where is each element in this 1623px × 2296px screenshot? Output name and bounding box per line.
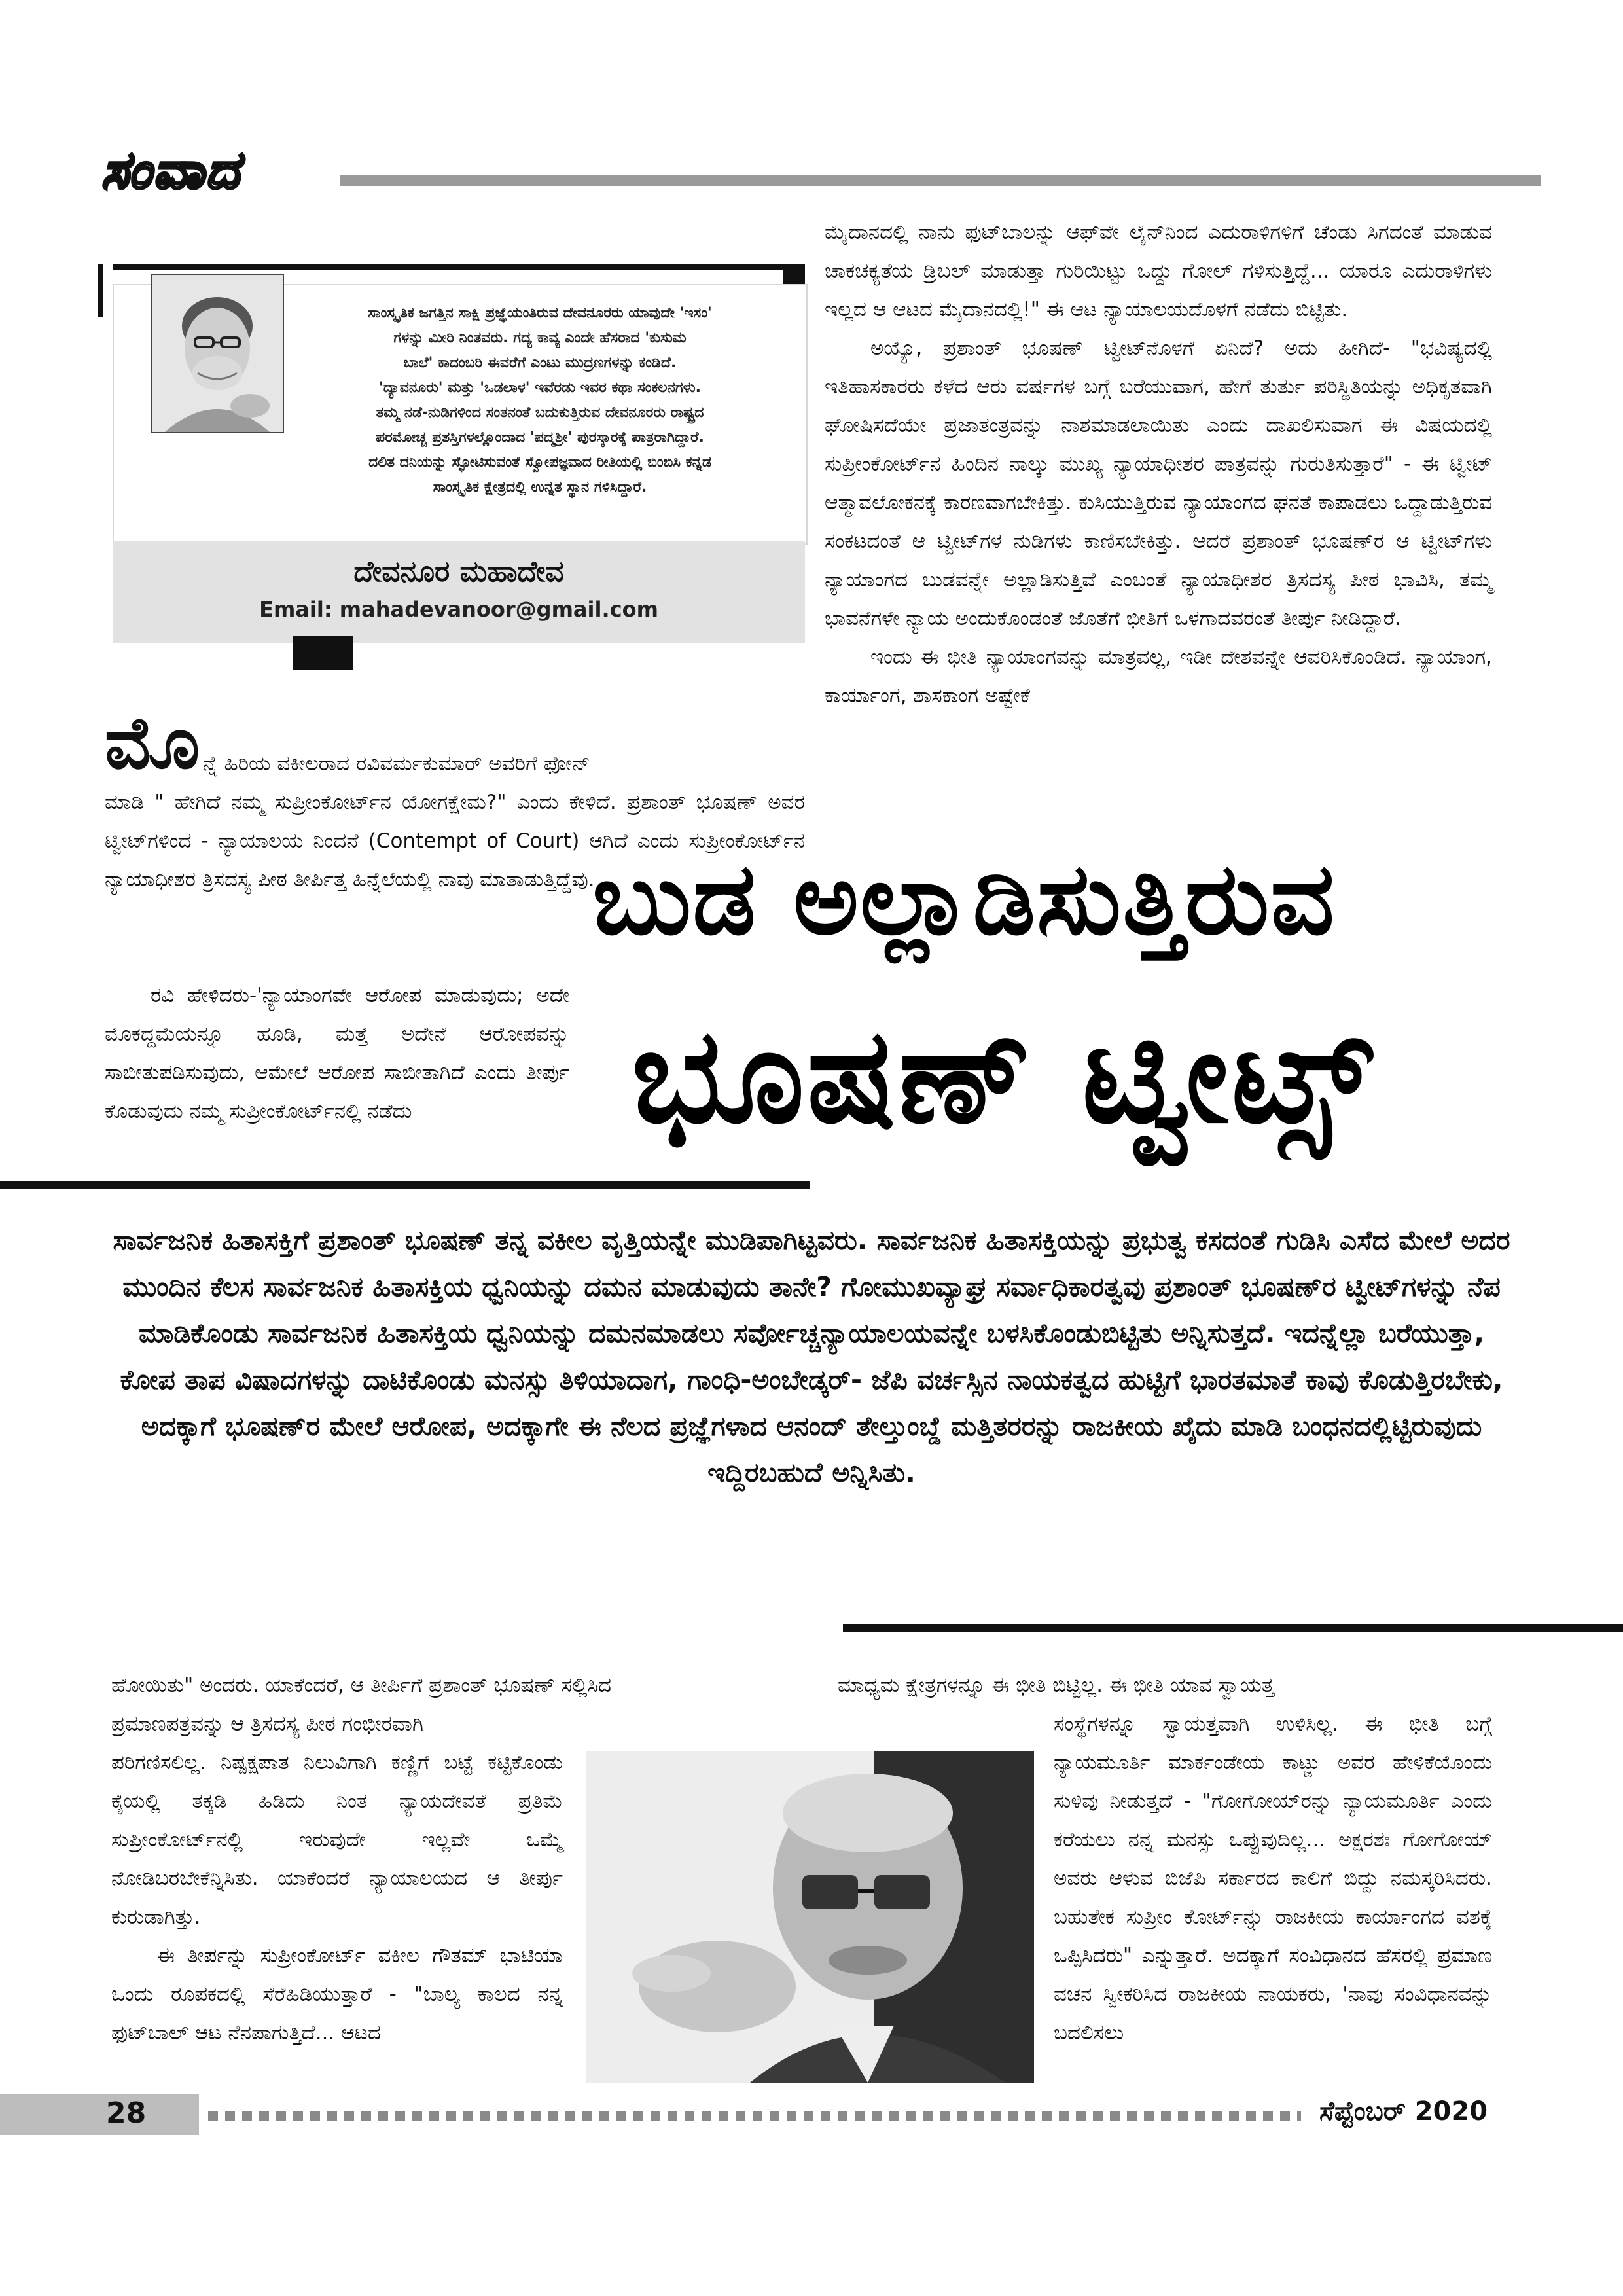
paragraph: ಪರಿಗಣಿಸಲಿಲ್ಲ. ನಿಷ್ಪಕ್ಷಪಾತ ನಿಲುವಿಗಾಗಿ ಕಣ್ಣಿಗೆ ಬಟ್ಟೆ ಕಟ್ಟಿಕೊಂಡು ಕೈಯಲ್ಲಿ ತಕ್ಕಡಿ ಹಿಡಿದು ನಿಂತ ನ್ಯಾಯದೇವತೆ ಪ್ರತಿಮೆ ಸುಪ್ರೀಂಕೋರ್ಟ್‌ನಲ್ಲಿ ಇರುವುದೇ ಇಲ್ಲವೇ ಒಮ್ಮೆ ನೋಡಿಬರಬೇಕೆನ್ನಿಸಿತು. ಯಾಕೆಂದರೆ ನ್ಯಾಯಾಲಯದ ಆ ತೀರ್ಪು ಕುರುಡಾಗಿತ್ತು. (111, 1751, 563, 1929)
paragraph: ಸಂಸ್ಥೆಗಳನ್ನೂ ಸ್ವಾಯತ್ತವಾಗಿ ಉಳಿಸಿಲ್ಲ. ಈ ಭೀತಿ ಬಗ್ಗೆ ನ್ಯಾಯಮೂರ್ತಿ ಮಾರ್ಕಂಡೇಯ ಕಾಟ್ಜು ಅವರ ಹೇಳಿಕೆಯೊಂದು ಸುಳಿವು ನೀಡುತ್ತದೆ - "ಗೋಗೋಯ್‌ರನ್ನು ನ್ಯಾಯಮೂರ್ತಿ ಎಂದು ಕರೆಯಲು ನನ್ನ ಮನಸ್ಸು ಒಪ್ಪುವುದಿಲ್ಲ... ಅಕ್ಷರಶಃ ಗೋಗೋಯ್ ಅವರು ಆಳುವ ಬಿಜೆಪಿ ಸರ್ಕಾರದ ಕಾಲಿಗೆ ಬಿದ್ದು ನಮಸ್ಕರಿಸಿದರು. ಬಹುತೇಕ ಸುಪ್ರೀಂ ಕೋರ್ಟ್‌ನ್ನು ರಾಜಕೀಯ ಕಾರ್ಯಾಂಗದ ವಶಕ್ಕೆ ಒಪ್ಪಿಸಿದರು" ಎನ್ನುತ್ತಾರೆ. ಅದಕ್ಕಾಗೆ ಸಂವಿಧಾನದ ಹೆಸರಲ್ಲಿ ಪ್ರಮಾಣ ವಚನ ಸ್ವೀಕರಿಸಿದ ರಾಜಕೀಯ ನಾಯಕರು, 'ನಾವು ಸಂವಿಧಾನವನ್ನು ಬದಲಿಸಲು (1054, 1712, 1492, 2045)
paragraph: ರವಿ ಹೇಳಿದರು-'ನ್ಯಾಯಾಂಗವೇ ಆರೋಪ ಮಾಡುವುದು; ಅದೇ ಮೊಕದ್ದಮೆಯನ್ನೂ ಹೂಡಿ, ಮತ್ತೆ ಅದೇನೆ ಆರೋಪವನ್ನು ಸಾಬೀತುಪಡಿಸುವುದು, ಆಮೇಲೆ ಆರೋಪ ಸಾಬೀತಾಗಿದೆ ಎಂದು ತೀರ್ಪು ಕೊಡುವುದು ನಮ್ಮ ಸುಪ್ರೀಂಕೋರ್ಟ್‌ನಲ್ಲಿ ನಡೆದು (105, 984, 569, 1123)
bottom-left-top-line: ಹೋಯಿತು" ಅಂದರು. ಯಾಕೆಂದರೆ, ಆ ತೀರ್ಪಿಗೆ ಪ್ರಶಾಂತ್ ಭೂಷಣ್ ಸಲ್ಲಿಸಿದ (111, 1674, 612, 1697)
paragraph: ಈ ತೀರ್ಪನ್ನು ಸುಪ್ರೀಂಕೋರ್ಟ್ ವಕೀಲ ಗೌತಮ್ ಭಾಟಿಯಾ ಒಂದು ರೂಪಕದಲ್ಲಿ ಸೆರೆಹಿಡಿಯುತ್ತಾರೆ - "ಬಾಲ್ಯ ಕಾಲದ ನನ್ನ ಫುಟ್‌ಬಾಲ್ ಆಟ ನೆನಪಾಗುತ್ತಿದೆ... ಆಟದ (111, 1944, 563, 2045)
bottom-left-column (111, 1744, 563, 2053)
section-masthead: ಸಂವಾದ (101, 141, 241, 200)
author-name: ದೇವನೂರ ಮಹಾದೇವ (353, 555, 564, 588)
bio-line: 'ದ್ಯಾವನೂರು' ಮತ್ತು 'ಒಡಲಾಳ' ಇವೆರಡು ಇವರ ಕಥಾ ಸಂಕಲನಗಳು. (378, 380, 702, 396)
masthead-rule (340, 175, 1541, 186)
article-photo (586, 1751, 1034, 2083)
issue-date: ಸೆಪ್ಟೆಂಬರ್ 2020 (1319, 2096, 1488, 2126)
paragraph: ಮೈದಾನದಲ್ಲಿ ನಾನು ಫುಟ್‌ಬಾಲನ್ನು ಆಫ್‌ವೇ ಲೈನ್‌ನಿಂದ ಎದುರಾಳಿಗಳಿಗೆ ಚೆಂಡು ಸಿಗದಂತೆ ಮಾಡುವ ಚಾಕಚಕ್ಯತೆಯ ಡ್ರಿಬಲ್ ಮಾಡುತ್ತಾ ಗುರಿಯಿಟ್ಟು ಒದ್ದು ಗೋಲ್ ಗಳಿಸುತ್ತಿದ್ದೆ... ಯಾರೂ ಎದುರಾಳಿಗಳು ಇಲ್ಲದ ಆ ಆಟದ ಮೈದಾನದಲ್ಲಿ!" ಈ ಆಟ ನ್ಯಾಯಾಲಯದೊಳಗೆ ನಡೆದು ಬಿಟ್ಟಿತು. (825, 221, 1492, 321)
paragraph: ಅಯ್ಯೊ, ಪ್ರಶಾಂತ್ ಭೂಷಣ್ ಟ್ವೀಟ್‌ನೊಳಗೆ ಏನಿದೆ? ಅದು ಹೀಗಿದೆ- "ಭವಿಷ್ಯದಲ್ಲಿ ಇತಿಹಾಸಕಾರರು ಕಳೆದ ಆರು ವರ್ಷಗಳ ಬಗ್ಗೆ ಬರೆಯುವಾಗ, ಹೇಗೆ ತುರ್ತು ಪರಿಸ್ಥಿತಿಯನ್ನು ಅಧಿಕೃತವಾಗಿ ಘೋಷಿಸದೆಯೇ ಪ್ರಜಾತಂತ್ರವನ್ನು ನಾಶಮಾಡಲಾಯಿತು ಎಂದು ದಾಖಲಿಸುವಾಗ ಈ ವಿಷಯದಲ್ಲಿ ಸುಪ್ರೀಂಕೋರ್ಟ್‌ನ ಹಿಂದಿನ ನಾಲ್ಕು ಮುಖ್ಯ ನ್ಯಾಯಾಧೀಶರ ಪಾತ್ರವನ್ನು ಗುರುತಿಸುತ್ತಾರೆ" - ಈ ಟ್ವೀಟ್ ಆತ್ಮಾವಲೋಕನಕ್ಕೆ ಕಾರಣವಾಗಬೇಕಿತ್ತು. ಕುಸಿಯುತ್ತಿರುವ ನ್ಯಾಯಾಂಗದ ಘನತೆ ಕಾಪಾಡಲು ಒದ್ದಾಡುತ್ತಿರುವ ಸಂಕಟದಂತೆ ಆ ಟ್ವೀಟ್‌ಗಳ ನುಡಿಗಳು ಕಾಣಿಸಬೇಕಿತ್ತು. ಆದರೆ ಪ್ರಶಾಂತ್ ಭೂಷಣ್‌ರ ಆ ಟ್ವೀಟ್‌ಗಳು ನ್ಯಾಯಾಂಗದ ಬುಡವನ್ನೇ ಅಲ್ಲಾಡಿಸುತ್ತಿವೆ ಎಂಬಂತೆ ನ್ಯಾಯಾಧೀಶರ ತ್ರಿಸದಸ್ಯ ಪೀಠ ಭಾವಿಸಿ, ತಮ್ಮ ಭಾವನೆಗಳೇ ನ್ಯಾಯ ಅಂದುಕೊಂಡಂತೆ ಜೊತೆಗೆ ಭೀತಿಗೆ ಒಳಗಾದವರಂತೆ ತೀರ್ಪು ನೀಡಿದ್ದಾರೆ. (825, 336, 1492, 630)
author-bio (288, 301, 792, 500)
bottom-right-top-line: ಮಾಧ್ಯಮ ಕ್ಷೇತ್ರಗಳನ್ನೂ ಈ ಭೀತಿ ಬಿಟ್ಟಿಲ್ಲ. ಈ ಭೀತಿ ಯಾವ ಸ್ವಾಯತ್ತ (838, 1674, 1274, 1697)
right-top-column (825, 213, 1492, 715)
bio-line: ಬಾಲೆ' ಕಾದಂಬರಿ ಈವರೆಗೆ ಎಂಟು ಮುದ್ರಣಗಳನ್ನು ಕಂಡಿದೆ. (403, 355, 677, 371)
left-column (105, 977, 569, 1131)
bottom-left-line-2: ಪ್ರಮಾಣಪತ್ರವನ್ನು ಆ ತ್ರಿಸದಸ್ಯ ಪೀಠ ಗಂಭೀರವಾಗಿ (111, 1712, 423, 1736)
headline-line-1: ಬುಡ ಅಲ್ಲಾಡಿಸುತ್ತಿರುವ (592, 841, 1336, 957)
author-box-corner-block (783, 264, 805, 287)
section-rule-right (843, 1624, 1623, 1632)
footer-dotted-rule (208, 2111, 1301, 2121)
bio-line: ತಮ್ಮ ನಡೆ-ನುಡಿಗಳಿಂದ ಸಂತನಂತೆ ಬದುಕುತ್ತಿರುವ ದೇವನೂರರು ರಾಷ್ಟ್ರದ (376, 404, 704, 421)
bio-line: ಸಾಂಸ್ಕೃತಿಕ ಕ್ಷೇತ್ರದಲ್ಲಿ ಉನ್ನತ ಸ್ಥಾನ ಗಳಿಸಿದ್ದಾರೆ. (433, 479, 647, 495)
headline-line-2: ಭೂಷಣ್ ಟ್ವೀಟ್ಸ್ (632, 1000, 1374, 1153)
lead-paragraph: ಸಾರ್ವಜನಿಕ ಹಿತಾಸಕ್ತಿಗೆ ಪ್ರಶಾಂತ್ ಭೂಷಣ್ ತನ್ನ ವಕೀಲ ವೃತ್ತಿಯನ್ನೇ ಮುಡಿಪಾಗಿಟ್ಟವರು. ಸಾರ್ವಜನಿಕ ಹಿತಾಸಕ್ತಿಯನ್ನು ಪ್ರಭುತ್ವ ಕಸದಂತೆ ಗುಡಿಸಿ ಎಸೆದ ಮೇಲೆ ಅದರ ಮುಂದಿನ ಕೆಲಸ ಸಾರ್ವಜನಿಕ ಹಿತಾಸಕ್ತಿಯ ಧ್ವನಿಯನ್ನು ದಮನ ಮಾಡುವುದು ತಾನೇ? ಗೋಮುಖವ್ಯಾಘ್ರ ಸರ್ವಾಧಿಕಾರತ್ವವು ಪ್ರಶಾಂತ್ ಭೂಷಣ್‌ರ ಟ್ವೀಟ್‌ಗಳನ್ನು ನೆಪ ಮಾಡಿಕೊಂಡು ಸಾರ್ವಜನಿಕ ಹಿತಾಸಕ್ತಿಯ ಧ್ವನಿಯನ್ನು ದಮನಮಾಡಲು ಸರ್ವೋಚ್ಚನ್ಯಾಯಾಲಯವನ್ನೇ ಬಳಸಿಕೊಂಡುಬಿಟ್ಟಿತು ಅನ್ನಿಸುತ್ತದೆ. ಇದನ್ನೆಲ್ಲಾ ಬರೆಯುತ್ತಾ, ಕೋಪ ತಾಪ ವಿಷಾದಗಳನ್ನು ದಾಟಿಕೊಂಡು ಮನಸ್ಸು ತಿಳಿಯಾದಾಗ, ಗಾಂಧಿ-ಅಂಬೇಡ್ಕರ್- ಜೆಪಿ ವರ್ಚಸ್ಸಿನ ನಾಯಕತ್ವದ ಹುಟ್ಟಿಗೆ ಭಾರತಮಾತೆ ಕಾವು ಕೊಡುತ್ತಿರಬೇಕು, ಅದಕ್ಕಾಗೆ ಭೂಷಣ್‌ರ ಮೇಲೆ ಆರೋಪ, ಅದಕ್ಕಾಗೇ ಈ ನೆಲದ ಪ್ರಜ್ಞೆಗಳಾದ ಆನಂದ್ ತೇಲ್ತುಂಬ್ಡೆ ಮತ್ತಿತರರನ್ನು ರಾಜಕೀಯ ಖೈದು ಮಾಡಿ ಬಂಧನದಲ್ಲಿಟ್ಟಿರುವುದು ಇದ್ದಿರಬಹುದೆ ಅನ್ನಿಸಿತು. (113, 1225, 1510, 1488)
bottom-right-column (1054, 1705, 1492, 2053)
left-first-line: ನ್ನೆ ಹಿರಿಯ ವಕೀಲರಾದ ರವಿವರ್ಮಕುಮಾರ್ ಅವರಿಗೆ ಫೋನ್ (203, 752, 590, 776)
bio-line: ಸಾಂಸ್ಕೃತಿಕ ಜಗತ್ತಿನ ಸಾಕ್ಷಿ ಪ್ರಜ್ಞೆಯಂತಿರುವ ದೇವನೂರರು ಯಾವುದೇ 'ಇಸಂ' (368, 305, 712, 321)
author-email: Email: mahadevanoor@gmail.com (259, 597, 658, 622)
bio-line: ಪರಮೋಚ್ಚ ಪ್ರಶಸ್ತಿಗಳಲ್ಲೊಂದಾದ 'ಪದ್ಮಶ್ರೀ' ಪುರಸ್ಕಾರಕ್ಕೆ ಪಾತ್ರರಾಗಿದ್ದಾರೆ. (376, 429, 704, 446)
author-box-left-rule (98, 264, 103, 317)
drop-cap: ಮೊ (105, 701, 200, 785)
section-rule-left (0, 1181, 810, 1189)
folio-band (0, 2094, 199, 2135)
bio-line: ಗಳನ್ನು ಮೀರಿ ನಿಂತವರು. ಗದ್ಯ ಕಾವ್ಯ ಎಂದೇ ಹೆಸರಾದ 'ಕುಸುಮ (393, 330, 687, 346)
page-number: 28 (106, 2096, 147, 2130)
author-photo (151, 274, 284, 433)
paragraph: ಇಂದು ಈ ಭೀತಿ ನ್ಯಾಯಾಂಗವನ್ನು ಮಾತ್ರವಲ್ಲ, ಇಡೀ ದೇಶವನ್ನೇ ಆವರಿಸಿಕೊಂಡಿದೆ. ನ್ಯಾಯಾಂಗ, ಕಾರ್ಯಾಂಗ, ಶಾಸಕಾಂಗ ಅಷ್ಟೇಕೆ (825, 645, 1492, 708)
author-box-bottom-block (293, 636, 353, 670)
bio-line: ದಲಿತ ದನಿಯನ್ನು ಸ್ಫೋಟಿಸುವಂತೆ ಸ್ವೋಪಜ್ಞವಾದ ರೀತಿಯಲ್ಲಿ ಬಿಂಬಿಸಿ ಕನ್ನಡ (368, 454, 711, 471)
author-box-top-rule (113, 264, 805, 270)
paragraph: ಮಾಡಿ " ಹೇಗಿದೆ ನಮ್ಮ ಸುಪ್ರೀಂಕೋರ್ಟ್‌ನ ಯೋಗಕ್ಷೇಮ?" ಎಂದು ಕೇಳಿದೆ. ಪ್ರಶಾಂತ್ ಭೂಷಣ್ ಅವರ ಟ್ವೀಟ್‌ಗಳಿಂದ - ನ್ಯಾಯಾಲಯ ನಿಂದನೆ (Contempt of Court) ಆಗಿದೆ ಎಂದು ಸುಪ್ರೀಂಕೋರ್ಟ್‌ನ ನ್ಯಾಯಾಧೀಶರ ತ್ರಿಸದಸ್ಯ ಪೀಠ ತೀರ್ಪಿತ್ತ ಹಿನ್ನೆಲೆಯಲ್ಲಿ ನಾವು ಮಾತಾಡುತ್ತಿದ್ದೆವು. (105, 791, 805, 891)
